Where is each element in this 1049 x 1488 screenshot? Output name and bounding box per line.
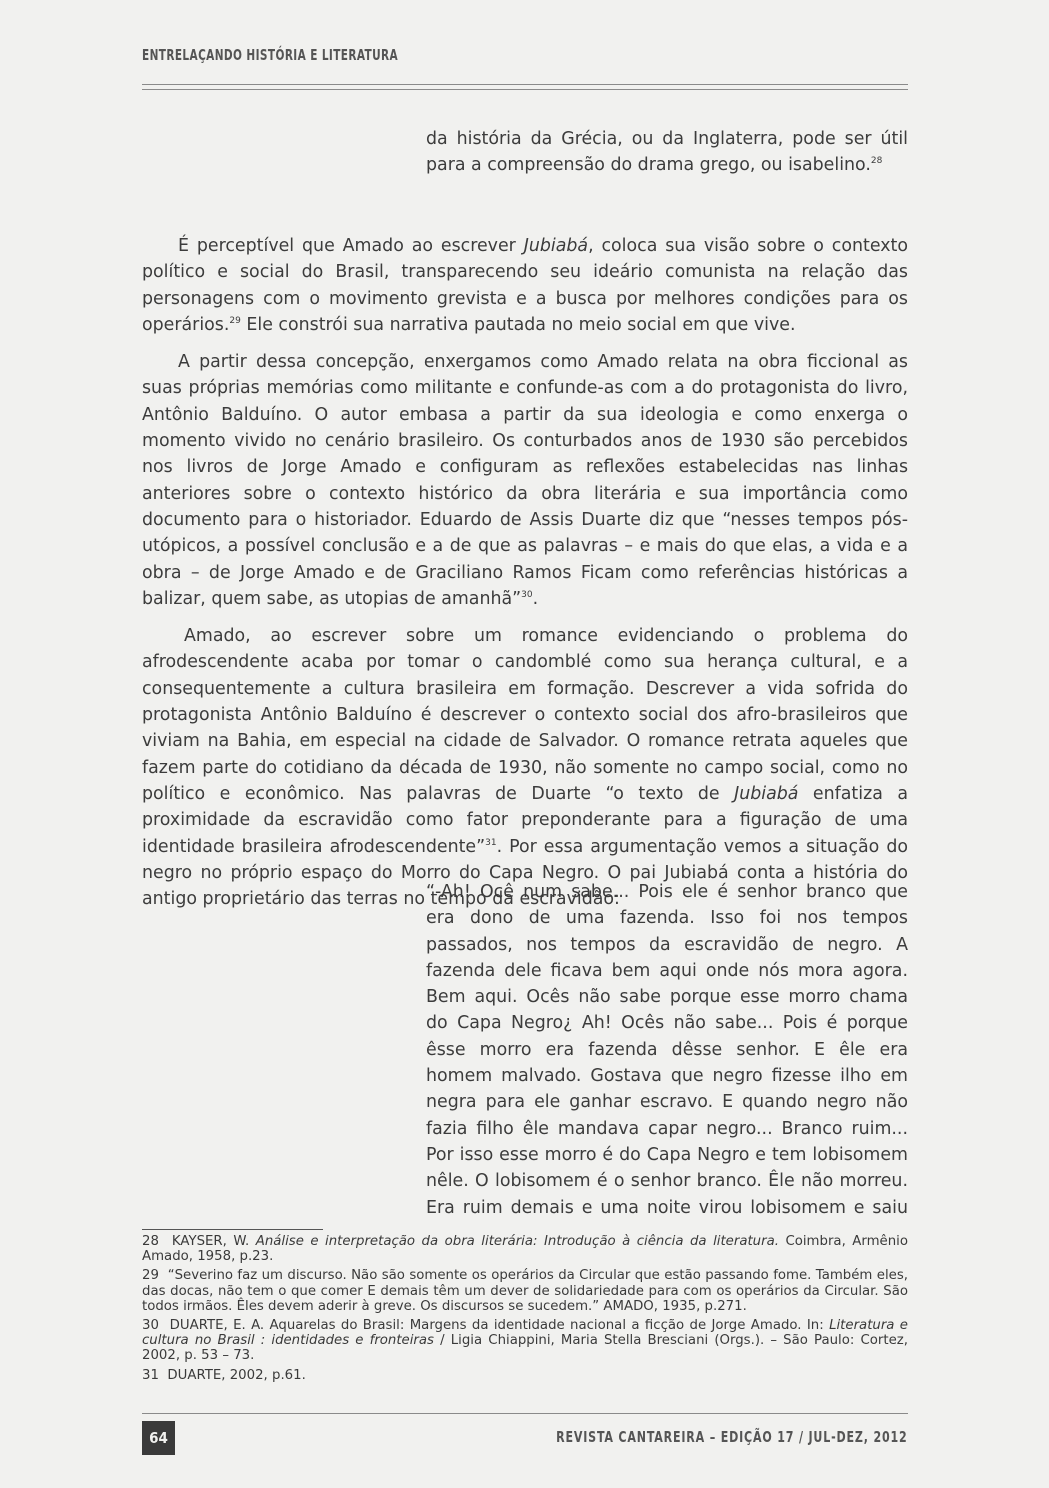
quote-bottom-text: “-Ah! Ocê num sabe... Pois ele é senhor branco que era dono de uma fazenda. Isso foi nos tempos passados, nos tempos da escravidão de negro. A fazenda dele ficava bem aqui onde nós mora agora. Bem aqui. Ocês não sabe porque esse morro chama do Capa Negro¿ Ah! Ocês não sabe... Pois é porque êsse morro era fazenda dêsse senhor. E êle era homem malvado. Gostava que negro fizesse ilho em negra para ele ganhar escravo. E quando negro não fazia filho êle mandava capar negro... Branco ruim... Por isso esse morro é do Capa Negro e tem lobisomem nêle. O lobisomem é o senhor branco. Êle não morreu. Era ruim demais e uma noite virou lobisomem e saiu (426, 882, 908, 1218)
footnote-separator (142, 1229, 323, 1230)
paragraph-1 (142, 233, 908, 338)
p3-text-a: Amado, ao escrever sobre um romance evidenciando o problema do afrodescendente acaba por tomar o candomblé como sua herança cultural, e a consequentemente a cultura brasileira em formação. Descrever a vida sofrida do protagonista Antônio Balduíno é descrever o contexto social dos afro-brasileiros que viviam na Bahia, em especial na cidade de Salvador. O romance retrata aqueles que fazem parte do cotidiano da década de 1930, não somente no campo social, como no político e econômico. Nas palavras de Duarte “o texto de (142, 626, 908, 804)
p1-text-b: , coloca sua visão sobre o contexto político e social do Brasil, transparecendo seu ideário comunista na relação das personagens com o movimento grevista e a busca por melhores condições para os operários. (142, 236, 908, 335)
page-number: 64 (142, 1421, 175, 1455)
footer-rule (142, 1413, 908, 1414)
footnote-text: “Severino faz um discurso. Não são somente os operários da Circular que estão passando fome. Também eles, das docas, não tem o que comer E demais têm um dever de solidariedade para com os operários da Circular. São todos irmãos. Êles devem aderir à greve. Os discursos se sucedem.” AMADO, 1935, p.271. (142, 1268, 908, 1314)
running-header: ENTRELAÇANDO HISTÓRIA E LITERATURA (142, 46, 399, 64)
footnote-text: Coimbra, Armênio Amado, 1958, p.23. (142, 1234, 908, 1265)
footnote-ref-28[interactable]: 28 (870, 156, 883, 167)
footnotes (142, 1234, 908, 1387)
footnote-text: / Ligia Chiappini, Maria Stella Bresciani (Orgs.). – São Paulo: Cortez, 2002, p. 53 – 73. (142, 1333, 908, 1364)
p1-book-title: Jubiabá (523, 236, 589, 256)
quote-top-text: da história da Grécia, ou da Inglaterra, pode ser útil para a compreensão do drama grego, ou isabelino. (426, 129, 908, 176)
block-quote-top (426, 126, 908, 179)
footnote-text: KAYSER, W. (171, 1234, 256, 1249)
footnote-number: 29 (142, 1268, 159, 1284)
journal-title: REVISTA CANTAREIRA – EDIÇÃO 17 / JUL-DEZ, 2012 (556, 1428, 908, 1446)
footnote-italic: Literatura e cultura no Brasil : identidades e fronteiras (142, 1318, 908, 1349)
p2-text-a: A partir dessa concepção, enxergamos como Amado relata na obra ficcional as suas próprias memórias como militante e confunde-as com a do protagonista do livro, Antônio Balduíno. O autor embasa a partir da sua ideologia e como enxerga o momento vivido no cenário brasileiro. Os conturbados anos de 1930 são percebidos nos livros de Jorge Amado e configuram as reflexões estabelecidas nas linhas anteriores sobre o contexto histórico da obra literária e sua importância como documento para o historiador. Eduardo de Assis Duarte diz que “nesses tempos pós-utópicos, a possível conclusão e a de que as palavras – e mais do que elas, a vida e a obra – de Jorge Amado e de Graciliano Ramos Ficam como referências históricas a balizar, quem sabe, as utopias de amanhã” (142, 352, 908, 609)
p1-text-c: Ele constrói sua narrativa pautada no meio social em que vive. (240, 314, 796, 335)
footnote-29 (142, 1268, 908, 1314)
header-rule-bottom (142, 89, 908, 90)
paragraph-3 (142, 623, 908, 912)
p1-text-a: É perceptível que Amado ao escrever (178, 236, 524, 256)
p3-book-title: Jubiabá (734, 783, 799, 804)
block-quote-bottom (426, 879, 908, 1221)
footnote-number: 31 (142, 1367, 159, 1383)
paragraph-2 (142, 349, 908, 612)
footnote-number: 28 (142, 1234, 159, 1249)
footnote-ref-30[interactable]: 30 (521, 590, 533, 601)
footnote-30 (142, 1318, 908, 1364)
footnote-text: DUARTE, 2002, p.61. (167, 1367, 306, 1383)
footnote-italic: Análise e interpretação da obra literária: Introdução à ciência da literatura. (255, 1234, 779, 1249)
body-text (142, 233, 908, 923)
p3-text-c: . Por essa argumentação vemos a situação do negro no próprio espaço do Morro do Capa Negro. O pai Jubiabá conta a história do antigo proprietário das terras no tempo da escravidão: (142, 836, 908, 910)
footnote-ref-31[interactable]: 31 (485, 837, 497, 848)
footnote-number: 30 (142, 1318, 159, 1334)
p2-text-b: . (532, 588, 539, 609)
footnote-text: DUARTE, E. A. Aquarelas do Brasil: Margens da identidade nacional a ficção de Jorge Amado. In: (169, 1318, 830, 1334)
p3-text-b: enfatiza a proximidade da escravidão como fator preponderante para a figuração de uma identidade brasileira afrodescendente” (142, 783, 909, 857)
footnote-28 (142, 1234, 908, 1264)
header-rule-top (142, 84, 908, 85)
footnote-ref-29[interactable]: 29 (229, 316, 241, 327)
footnote-31 (142, 1368, 908, 1383)
